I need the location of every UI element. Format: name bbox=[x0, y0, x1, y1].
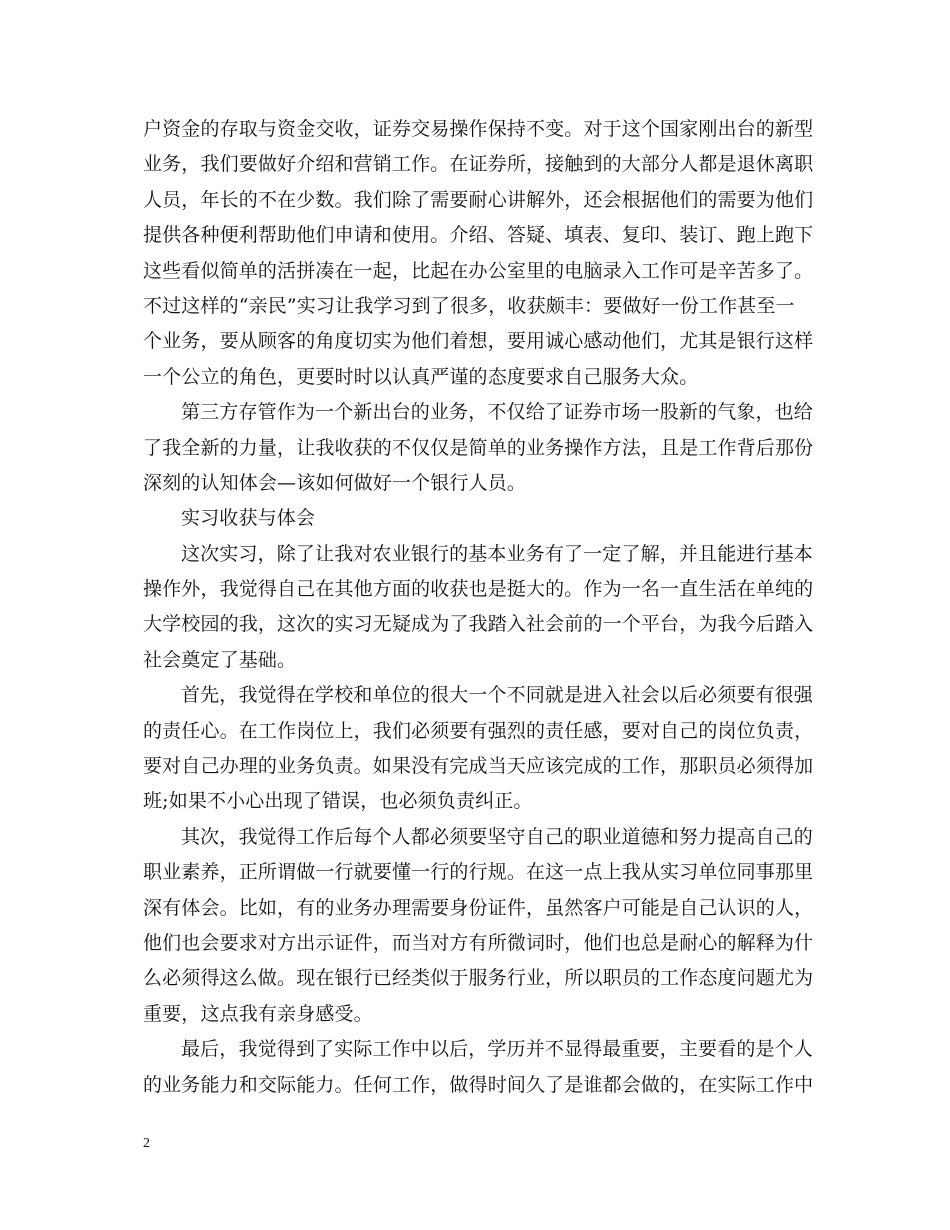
paragraph-first-line: 最后，我觉得到了实际工作中以后，学历并不显得最重要，主要看的是个人 bbox=[181, 1038, 813, 1061]
body-text bbox=[143, 112, 814, 1103]
text-line: 户资金的存取与资金交收，证券交易操作保持不变。对于这个国家刚出台的新型 bbox=[143, 118, 814, 140]
text-line: 了我全新的力量，让我收获的不仅仅是简单的业务操作方法，且是工作背后那份 bbox=[143, 436, 814, 459]
text-line: 职业素养，正所谓做一行就要懂一行的行规。在这一点上我从实习单位同事那里 bbox=[143, 861, 814, 884]
text-line: 深刻的认知体会—该如何做好一个银行人员。 bbox=[143, 471, 527, 494]
text-line: 重要，这点我有亲身感受。 bbox=[143, 1002, 373, 1025]
text-line: 提供各种便利帮助他们申请和使用。介绍、答疑、填表、复印、装订、跑上跑下 bbox=[143, 224, 814, 247]
paragraph-first-line: 这次实习，除了让我对农业银行的基本业务有了一定了解，并且能进行基本 bbox=[181, 542, 813, 565]
text-line: 大学校园的我，这次的实习无疑成为了我踏入社会前的一个平台，为我今后踏入 bbox=[143, 613, 814, 636]
paragraph-first-line: 实习收获与体会 bbox=[181, 507, 316, 530]
text-line: 人员，年长的不在少数。我们除了需要耐心讲解外，还会根据他们的需要为他们 bbox=[143, 188, 814, 211]
text-line: 不过这样的“亲民”实习让我学习到了很多，收获颇丰：要做好一份工作甚至一 bbox=[143, 294, 795, 317]
text-line: 社会奠定了基础。 bbox=[143, 648, 297, 671]
page-number: 2 bbox=[143, 1136, 150, 1151]
paragraph-first-line: 其次，我觉得工作后每个人都必须要坚守自己的职业道德和努力提高自己的 bbox=[181, 825, 813, 848]
text-line: 个业务，要从顾客的角度切实为他们着想，要用诚心感动他们，尤其是银行这样 bbox=[143, 330, 814, 353]
paragraph-first-line: 第三方存管作为一个新出台的业务，不仅给了证券市场一股新的气象，也给 bbox=[181, 401, 813, 424]
text-line: 他们也会要求对方出示证件，而当对方有所微词时，他们也总是耐心的解释为什 bbox=[143, 931, 814, 954]
text-line: 这些看似简单的活拼凑在一起，比起在办公室里的电脑录入工作可是辛苦多了。 bbox=[143, 259, 814, 282]
paragraph-first-line: 首先，我觉得在学校和单位的很大一个不同就是进入社会以后必须要有很强 bbox=[181, 684, 813, 707]
text-line: 班;如果不小心出现了错误，也必须负责纠正。 bbox=[143, 790, 533, 813]
text-line: 一个公立的角色，更要时时以认真严谨的态度要求自己服务大众。 bbox=[143, 365, 699, 388]
text-line: 要对自己办理的业务负责。如果没有完成当天应该完成的工作，那职员必须得加 bbox=[143, 755, 814, 778]
text-line: 的责任心。在工作岗位上，我们必须要有强烈的责任感，要对自己的岗位负责， bbox=[143, 719, 814, 742]
text-line: 的业务能力和交际能力。任何工作，做得时间久了是谁都会做的，在实际工作中 bbox=[143, 1073, 814, 1096]
text-line: 操作外，我觉得自己在其他方面的收获也是挺大的。作为一名一直生活在单纯的 bbox=[143, 578, 814, 601]
text-line: 么必须得这么做。现在银行已经类似于服务行业，所以职员的工作态度问题尤为 bbox=[143, 967, 814, 990]
text-line: 深有体会。比如，有的业务办理需要身份证件，虽然客户可能是自己认识的人， bbox=[143, 896, 814, 919]
text-line: 业务，我们要做好介绍和营销工作。在证券所，接触到的大部分人都是退休离职 bbox=[143, 153, 814, 176]
